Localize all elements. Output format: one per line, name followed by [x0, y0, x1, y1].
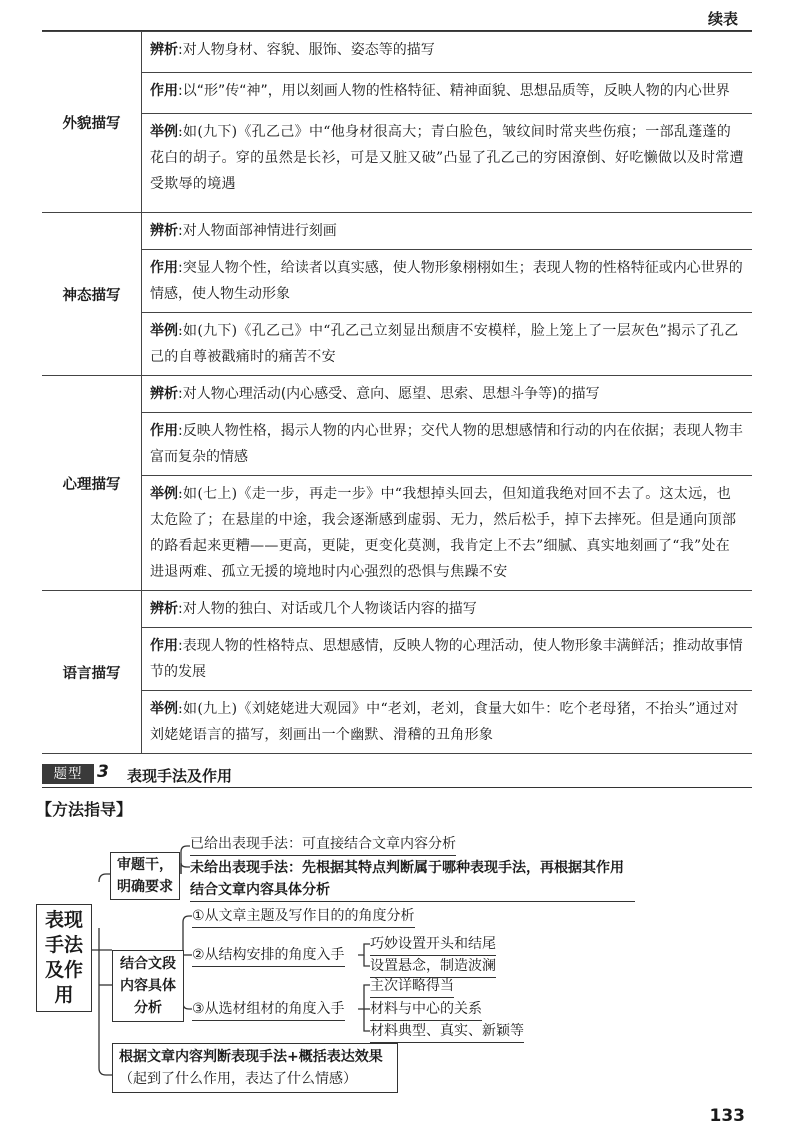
description-methods-table — [42, 31, 752, 754]
example-cell: 举例:如(七上)《走一步，再走一步》中“我想掉头回去，但知道我绝对回不去了。这太远，也太危险了；在悬崖的中途，我会逐渐感到虚弱、无力，然后松手，掉下去摔死。但是通向顶部的路看起来更糟——更高，更陡，更变化莫测，我肯定上不去”细腻、真实地刻画了“我”处在进退两难、孤立无援的境地时内心强烈的恐惧与焦躁不安 — [142, 476, 753, 591]
example-cell: 举例:如(九下)《孔乙己》中“他身材很高大；青白脸色，皱纹间时常夹些伤痕；一部乱蓬蓬的花白的胡子。穿的虽然是长衫，可是又脏又破”凸显了孔乙己的穷困潦倒、好吃懒做以及时常遭受欺辱的境遇 — [142, 114, 753, 213]
section-header — [42, 763, 752, 788]
structure-sub-item: 巧妙设置开头和结尾 — [370, 933, 496, 956]
example-cell: 举例:如(九下)《孔乙己》中“孔乙己立刻显出颓唐不安模样，脸上笼上了一层灰色”揭示了孔乙己的自尊被戳痛时的痛苦不安 — [142, 313, 753, 376]
category-cell: 神态描写 — [42, 213, 142, 376]
category-cell: 心理描写 — [42, 376, 142, 591]
branch-analyze-content: 结合文段内容具体分析 — [112, 950, 184, 1022]
table-row — [42, 313, 752, 376]
branch-review-question: 审题干，明确要求 — [110, 852, 180, 900]
table-row — [42, 476, 752, 591]
branch-judge-summarize: 根据文章内容判断表现手法+概括表达效果 （起到了什么作用，表达了什么情感） — [112, 1043, 398, 1093]
analysis-cell: 辨析:对人物身材、容貌、服饰、姿态等的描写 — [142, 32, 753, 73]
effect-cell: 作用:突显人物个性，给读者以真实感，使人物形象栩栩如生；表现人物的性格特征或内心世界的情感，使人物生动形象 — [142, 250, 753, 313]
example-cell: 举例:如(九上)《刘姥姥进大观园》中“老刘，老刘，食量大如牛：吃个老母猪，不抬头”通过对刘姥姥语言的描写，刻画出一个幽默、滑稽的丑角形象 — [142, 691, 753, 754]
question-type-tag: 题型 — [42, 764, 94, 784]
mind-map-root: 表现手法及作用 — [36, 904, 92, 1012]
category-cell: 语言描写 — [42, 591, 142, 754]
material-sub-item: 材料与中心的关系 — [370, 998, 482, 1021]
table-row — [42, 376, 752, 413]
question-type-number: 3 — [97, 762, 109, 782]
table-row — [42, 628, 752, 691]
continued-table-label: 续表 — [707, 10, 738, 28]
analysis-cell: 辨析:对人物心理活动(内心感受、意向、愿望、思索、思想斗争等)的描写 — [142, 376, 753, 413]
method-guide-heading: 【方法指导】 — [36, 800, 133, 819]
analysis-cell: 辨析:对人物面部神情进行刻画 — [142, 213, 753, 250]
table-row — [42, 32, 752, 73]
table-row — [42, 413, 752, 476]
branch2-material-item: ③从选材组材的角度入手 — [192, 998, 345, 1021]
branch2-theme-item: ①从文章主题及写作目的的角度分析 — [192, 905, 415, 928]
table-row — [42, 213, 752, 250]
material-sub-item: 材料典型、真实、新颖等 — [370, 1020, 524, 1043]
category-cell: 外貌描写 — [42, 32, 142, 213]
structure-sub-item: 设置悬念，制造波澜 — [370, 955, 496, 978]
effect-cell: 作用:反映人物性格，揭示人物的内心世界；交代人物的思想感情和行动的内在依据；表现人物丰富而复杂的情感 — [142, 413, 753, 476]
material-sub-item: 主次详略得当 — [370, 975, 454, 998]
table-row — [42, 591, 752, 628]
effect-cell: 作用:表现人物的性格特点、思想感情，反映人物的心理活动，使人物形象丰满鲜活；推动故事情节的发展 — [142, 628, 753, 691]
table-row — [42, 114, 752, 213]
analysis-cell: 辨析:对人物的独白、对话或几个人物谈话内容的描写 — [142, 591, 753, 628]
branch2-structure-item: ②从结构安排的角度入手 — [192, 944, 345, 967]
table-row — [42, 73, 752, 114]
table-row — [42, 691, 752, 754]
page-number: 133 — [709, 1106, 745, 1126]
branch1-item: 未给出表现手法：先根据其特点判断属于哪种表现手法，再根据其作用结合文章内容具体分析 — [190, 857, 635, 902]
branch1-item: 已给出表现手法：可直接结合文章内容分析 — [190, 833, 456, 856]
table-row — [42, 250, 752, 313]
section-title: 表现手法及作用 — [127, 767, 233, 785]
effect-cell: 作用:以“形”传“神”，用以刻画人物的性格特征、精神面貌、思想品质等，反映人物的内心世界 — [142, 73, 753, 114]
